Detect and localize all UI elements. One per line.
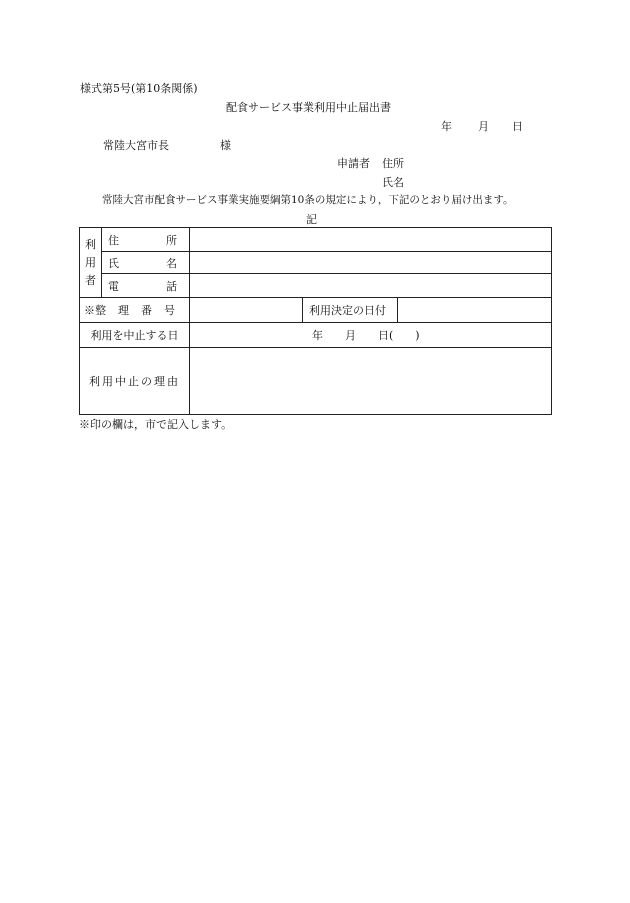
user-label-char: 者 xyxy=(85,273,96,287)
stop-date-row xyxy=(80,323,552,348)
reference-number-input[interactable] xyxy=(190,298,303,323)
form-table xyxy=(79,227,552,415)
user-address-row xyxy=(80,228,552,252)
name-label-char: 氏 xyxy=(108,256,119,270)
stop-date-value[interactable]: 年 月 日( ) xyxy=(190,323,552,348)
phone-label-char: 電 xyxy=(108,279,119,293)
reason-input[interactable] xyxy=(190,348,552,415)
address-label xyxy=(102,228,190,252)
user-label-char: 利 xyxy=(85,237,96,251)
reference-label-part: ※整 xyxy=(84,304,106,317)
reference-label xyxy=(80,298,190,323)
date-month-label: 月 xyxy=(478,120,489,133)
document-title: 配食サービス事業利用中止届出書 xyxy=(226,101,391,114)
reference-row xyxy=(80,298,552,323)
date-day-label: 日 xyxy=(512,120,523,133)
decision-date-label: 利用決定の日付 xyxy=(303,298,398,323)
form-number: 様式第5号(第10条関係) xyxy=(80,82,198,95)
user-label-char: 用 xyxy=(85,255,96,269)
date-year-label: 年 xyxy=(441,120,452,133)
addressee-name: 常陸大宮市長 xyxy=(103,139,169,152)
user-label xyxy=(80,228,102,298)
phone-label xyxy=(102,274,190,298)
applicant-name-label: 氏名 xyxy=(382,176,404,189)
reference-label-part: 理 xyxy=(118,304,129,317)
decision-date-input[interactable] xyxy=(398,298,552,323)
applicant-role: 申請者 xyxy=(337,157,370,170)
phone-input[interactable] xyxy=(190,274,552,298)
ki-label: 記 xyxy=(306,213,317,226)
user-name-row xyxy=(80,252,552,274)
statement: 常陸大宮市配食サービス事業実施要綱第10条の規定により，下記のとおり届け出ます。 xyxy=(102,194,514,206)
footnote: ※印の欄は，市で記入します。 xyxy=(79,418,233,431)
phone-label-char: 話 xyxy=(166,279,177,293)
address-label-char: 住 xyxy=(108,233,119,247)
reason-label: 利用中止の理由 xyxy=(80,348,190,415)
name-label-char: 名 xyxy=(166,256,177,270)
name-input[interactable] xyxy=(190,252,552,274)
reason-row xyxy=(80,348,552,415)
address-label-char: 所 xyxy=(166,233,177,247)
applicant-address-label: 住所 xyxy=(382,157,404,170)
stop-date-label: 利用を中止する日 xyxy=(80,323,190,348)
reference-label-part: 号 xyxy=(164,304,175,317)
addressee-honorific: 様 xyxy=(220,139,231,152)
address-input[interactable] xyxy=(190,228,552,252)
reference-label-part: 番 xyxy=(141,304,152,317)
user-phone-row xyxy=(80,274,552,298)
name-label xyxy=(102,252,190,274)
